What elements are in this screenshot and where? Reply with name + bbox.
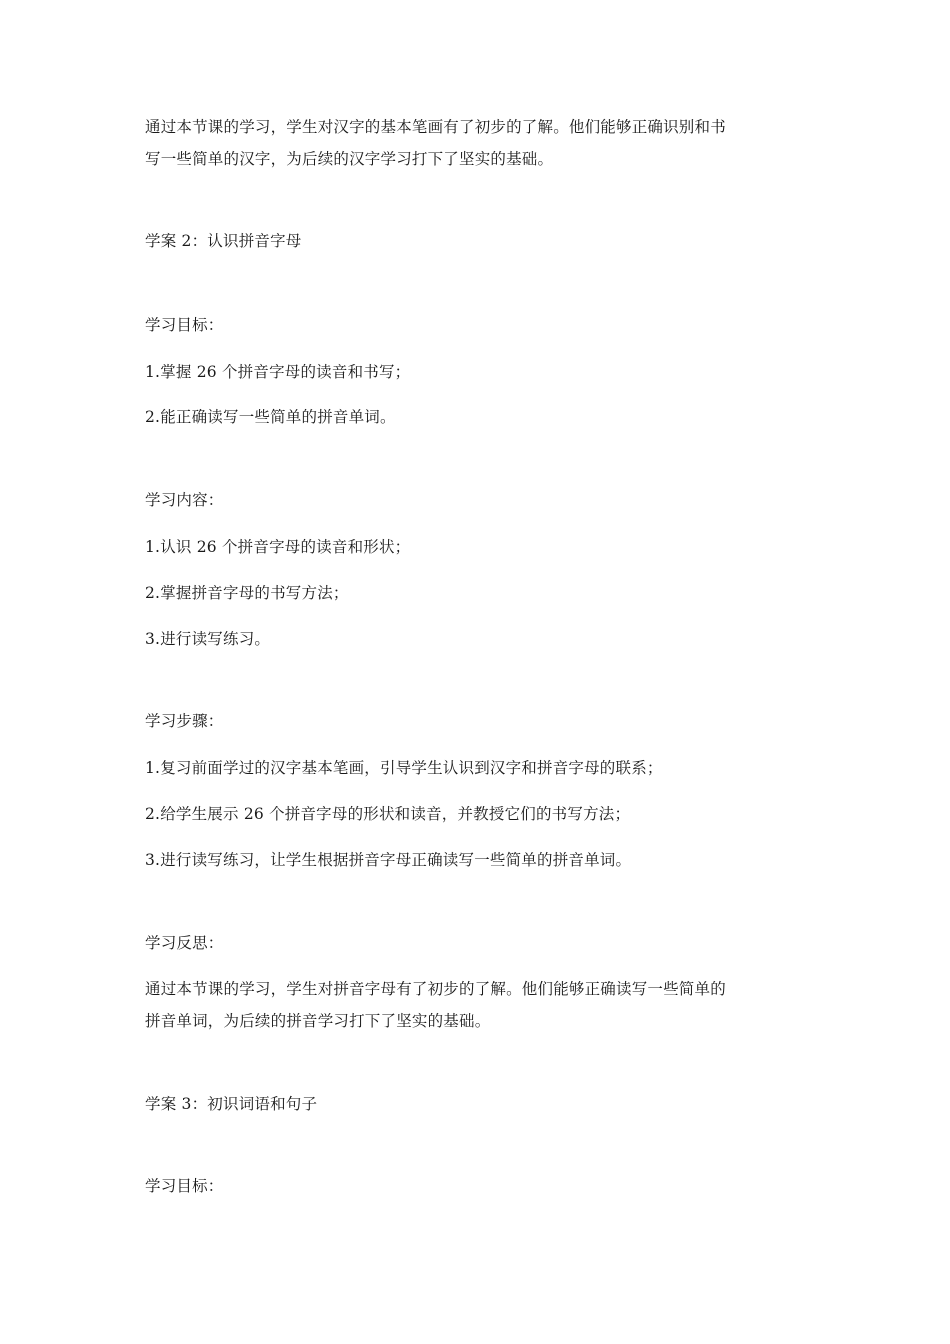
plan3-title: 学案 3：初识词语和句子 — [145, 1095, 318, 1113]
plan2-step-item-1: 1.复习前面学过的汉字基本笔画，引导学生认识到汉字和拼音字母的联系； — [145, 759, 663, 777]
plan2-content-item-2: 2.掌握拼音字母的书写方法； — [145, 584, 349, 602]
plan2-objectives-heading: 学习目标： — [145, 316, 224, 334]
plan2-content-item-3: 3.进行读写练习。 — [145, 630, 271, 648]
plan2-step-item-2: 2.给学生展示 26 个拼音字母的形状和读音，并教授它们的书写方法； — [145, 805, 631, 823]
plan2-content-item-1: 1.认识 26 个拼音字母的读音和形状； — [145, 538, 411, 556]
intro-paragraph-line-1: 通过本节课的学习，学生对汉字的基本笔画有了初步的了解。他们能够正确识别和书 — [145, 118, 726, 136]
plan2-title: 学案 2：认识拼音字母 — [145, 232, 302, 250]
plan2-steps-heading: 学习步骤： — [145, 712, 224, 730]
plan2-objective-item-1: 1.掌握 26 个拼音字母的读音和书写； — [145, 363, 411, 381]
plan2-reflection-line-1: 通过本节课的学习，学生对拼音字母有了初步的了解。他们能够正确读写一些简单的 — [145, 980, 726, 998]
plan2-step-item-3: 3.进行读写练习，让学生根据拼音字母正确读写一些简单的拼音单词。 — [145, 851, 632, 869]
plan3-objectives-heading: 学习目标： — [145, 1177, 224, 1195]
plan2-reflection-line-2: 拼音单词，为后续的拼音学习打下了坚实的基础。 — [145, 1012, 491, 1030]
plan2-reflection-heading: 学习反思： — [145, 934, 224, 952]
intro-paragraph-line-2: 写一些简单的汉字，为后续的汉字学习打下了坚实的基础。 — [145, 150, 554, 168]
plan2-content-heading: 学习内容： — [145, 491, 224, 509]
plan2-objective-item-2: 2.能正确读写一些简单的拼音单词。 — [145, 408, 396, 426]
